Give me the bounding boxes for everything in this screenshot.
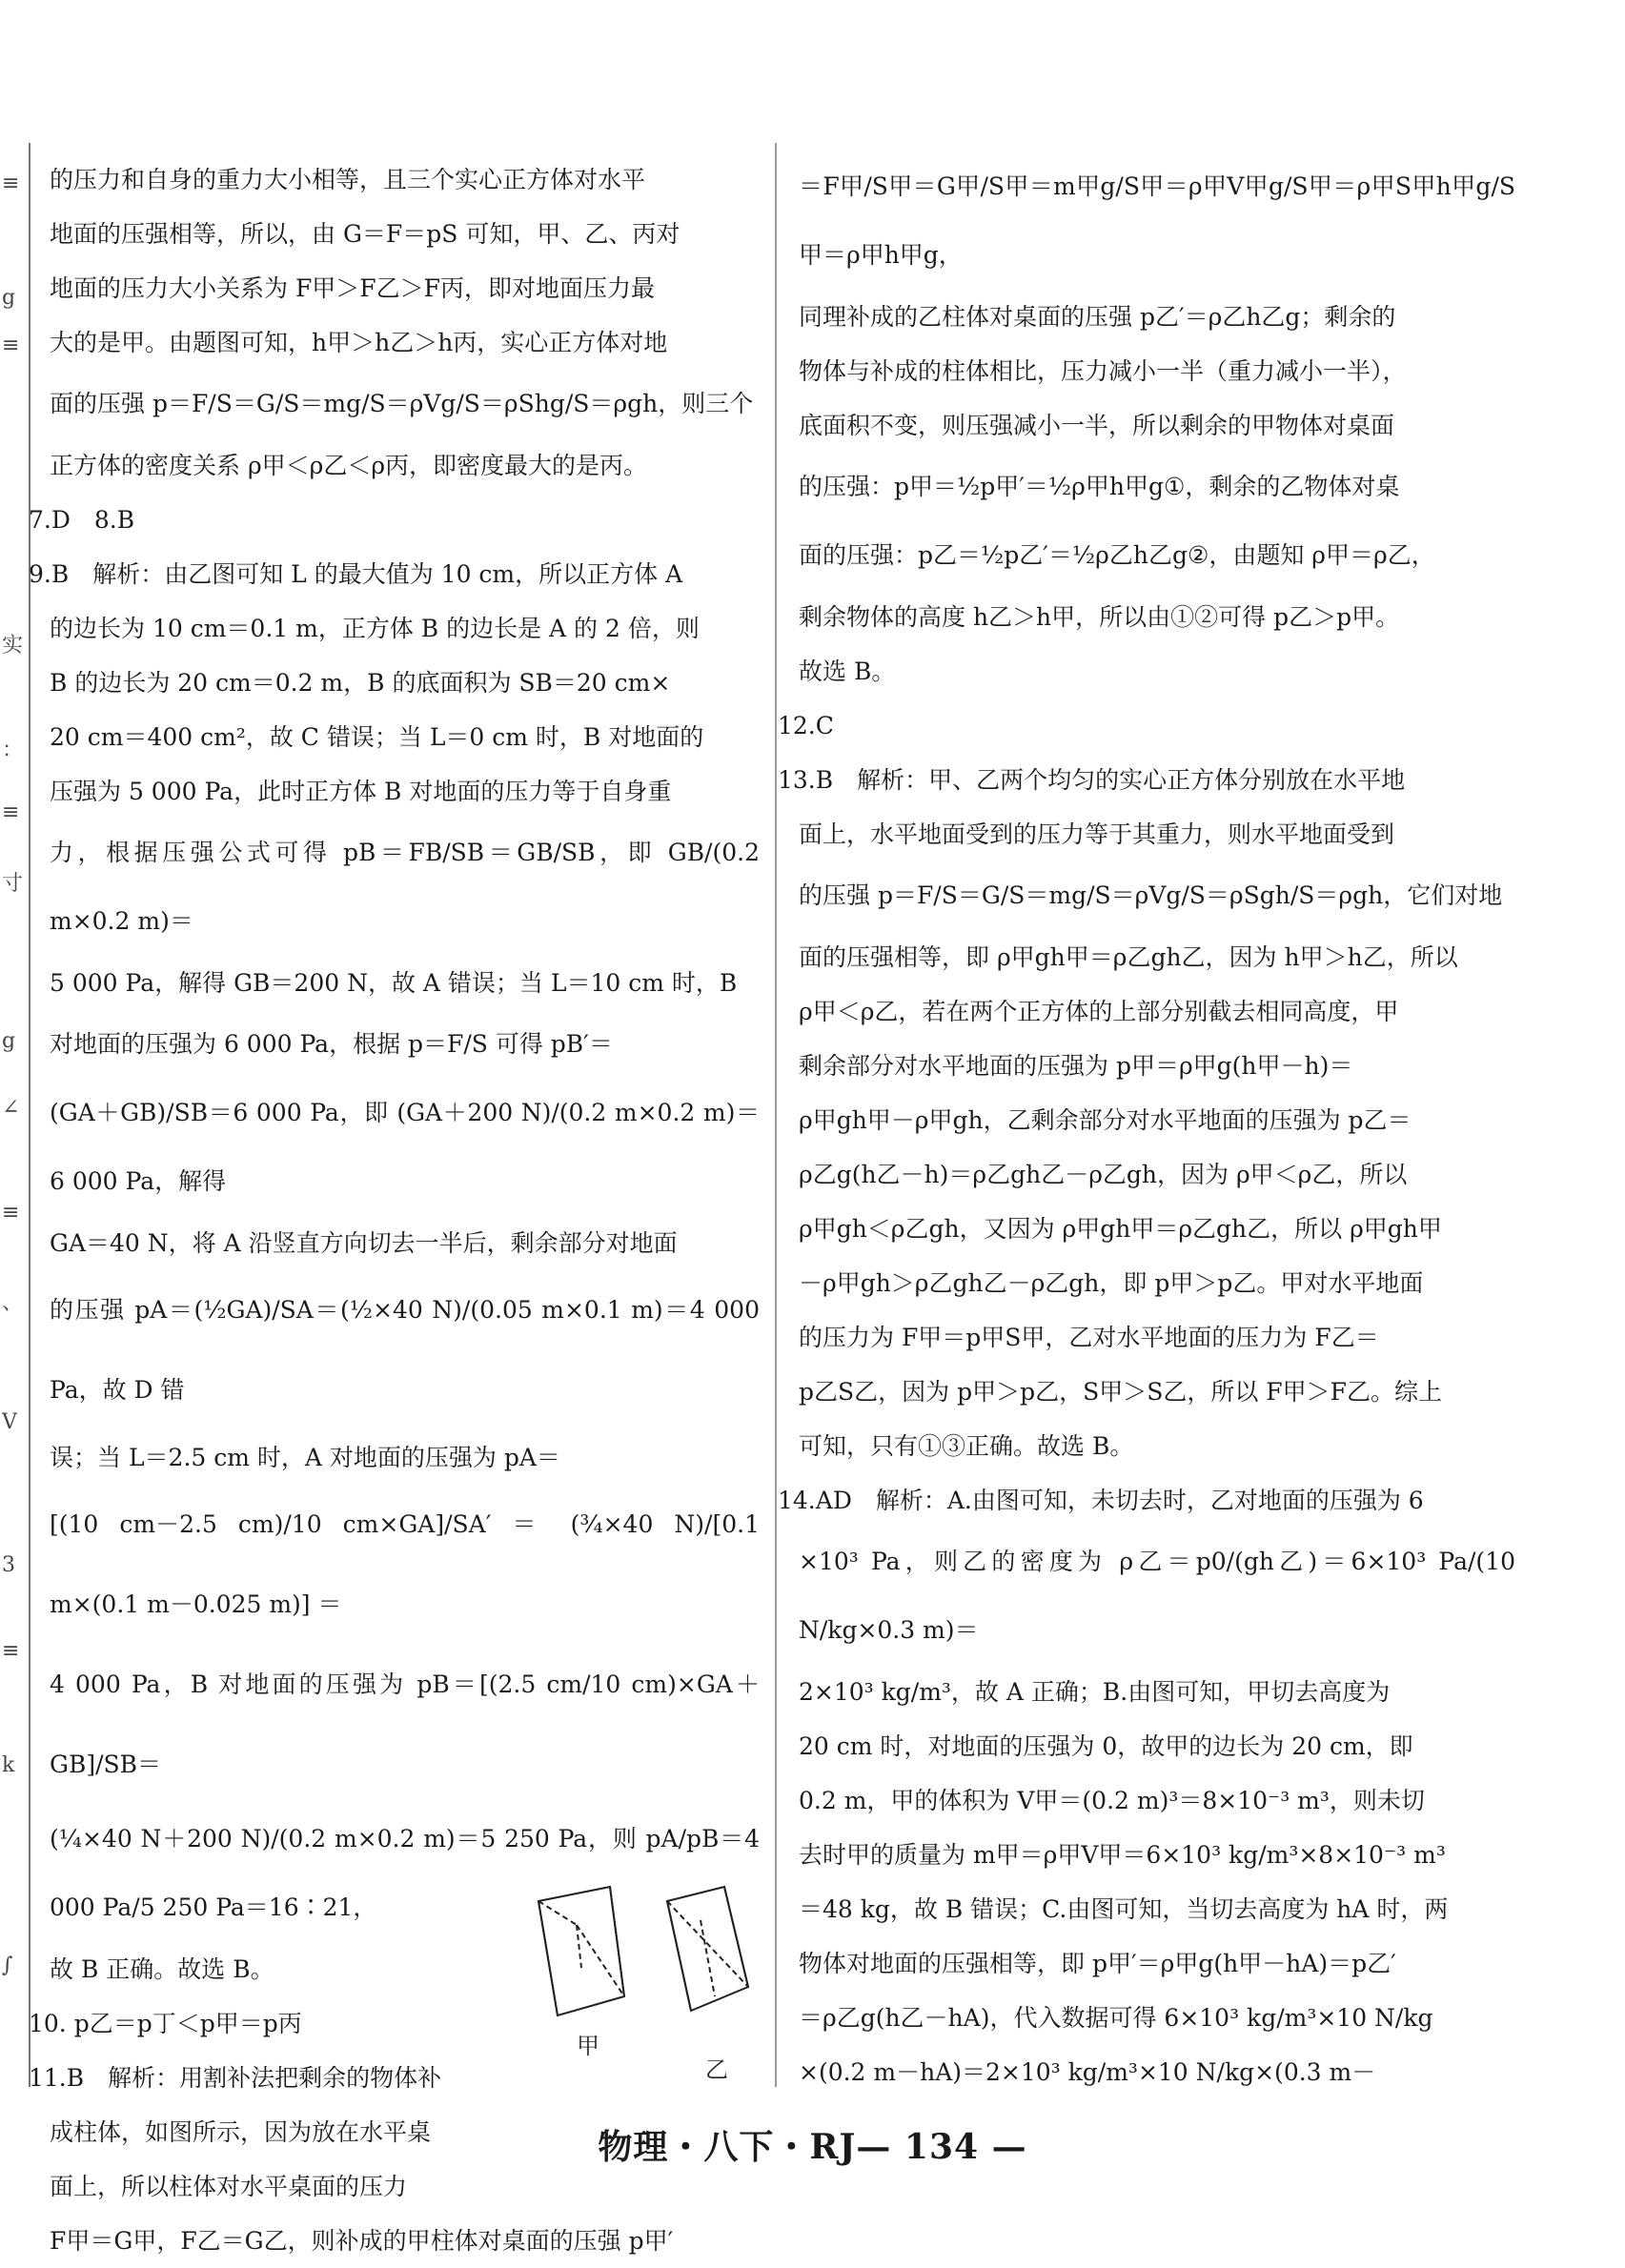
- text-line: 物体对地面的压强相等，即 p甲′＝ρ甲g(h甲－hA)＝p乙′: [799, 1950, 1396, 1977]
- text-line: ρ乙g(h乙－h)＝ρ乙gh乙－ρ乙gh，因为 ρ甲＜ρ乙，所以: [799, 1161, 1408, 1188]
- edge-mark: 、: [2, 1291, 24, 1315]
- text-line: p乙S乙，因为 p甲＞p乙，S甲＞S乙，所以 F甲＞F乙。综上: [799, 1378, 1442, 1406]
- text-line: 底面积不变，则压强减小一半，所以剩余的甲物体对桌面: [799, 412, 1395, 439]
- text-line: 面的压强相等，即 ρ甲gh甲＝ρ乙gh乙，因为 h甲＞h乙，所以: [799, 943, 1458, 971]
- text-line: 可知，只有①③正确。故选 B。: [799, 1432, 1134, 1460]
- edge-mark: 实: [2, 634, 24, 658]
- edge-mark: ≡: [2, 800, 20, 824]
- text-line: 去时甲的质量为 m甲＝ρ甲V甲＝6×10³ kg/m³×8×10⁻³ m³: [799, 1841, 1446, 1869]
- edge-mark: V: [2, 1410, 17, 1434]
- text-line: 的压强 p＝F/S＝G/S＝mg/S＝ρVg/S＝ρSgh/S＝ρgh，它们对地: [799, 881, 1503, 909]
- answer-10: 10. p乙＝p丁＜p甲＝p丙: [29, 2010, 302, 2037]
- text-line: 成柱体，如图所示，因为放在水平桌: [50, 2118, 432, 2146]
- text-line: 4 000 Pa，B 对地面的压强为 pB＝[(2.5 cm/10 cm)×GA＋GB]/SB＝: [50, 1671, 760, 1778]
- answer-9: 9.B 解析：由乙图可知 L 的最大值为 10 cm，所以正方体 A: [29, 560, 683, 588]
- text-line: 地面的压力大小关系为 F甲＞F乙＞F丙，即对地面压力最: [50, 274, 655, 302]
- page-footer: [0, 2120, 1625, 2169]
- edge-mark: ：: [2, 739, 24, 762]
- text-line: 对地面的压强为 6 000 Pa，根据 p＝F/S 可得 pB′＝: [50, 1030, 613, 1058]
- text-line: 20 cm 时，对地面的压强为 0，故甲的边长为 20 cm，即: [799, 1732, 1413, 1760]
- text-line: ＝48 kg，故 B 错误；C.由图可知，当切去高度为 hA 时，两: [799, 1895, 1449, 1923]
- text-line: (¼×40 N＋200 N)/(0.2 m×0.2 m)＝5 250 Pa，则 pA/pB＝4 000 Pa/5 250 Pa＝16∶21，: [50, 1825, 760, 1921]
- figure-label-jia: 甲: [577, 2033, 599, 2059]
- edge-mark: 寸: [2, 872, 24, 896]
- text-line: ＝F甲/S甲＝G甲/S甲＝m甲g/S甲＝ρ甲V甲g/S甲＝ρ甲S甲h甲g/S甲＝ρ甲h甲g，: [799, 172, 1515, 269]
- answer-12: 12.C: [778, 712, 834, 739]
- text-line: ρ甲gh＜ρ乙gh，又因为 ρ甲gh甲＝ρ乙gh乙，所以 ρ甲gh甲: [799, 1215, 1442, 1243]
- edge-mark: 3: [2, 1553, 15, 1577]
- edge-mark: ≡: [2, 334, 20, 357]
- text-line: 面的压强：p乙＝½p乙′＝½ρ乙h乙g②，由题知 ρ甲＝ρ乙，: [799, 541, 1435, 569]
- right-column: [778, 152, 1515, 2099]
- text-line: 面的压强 p＝F/S＝G/S＝mg/S＝ρVg/S＝ρShg/S＝ρgh，则三个: [50, 390, 754, 417]
- text-line: ×(0.2 m－hA)＝2×10³ kg/m³×10 N/kg×(0.3 m－: [799, 2058, 1376, 2086]
- text-line: 2×10³ kg/m³，故 A 正确；B.由图可知，甲切去高度为: [799, 1678, 1391, 1706]
- answer-7-8: 7.D 8.B: [29, 506, 135, 534]
- text-line: 的压力和自身的重力大小相等，且三个实心正方体对水平: [50, 166, 646, 193]
- footer-text: 物理・八下・RJ— 134 —: [598, 2127, 1027, 2167]
- text-line: 面上，所以柱体对水平桌面的压力: [50, 2173, 408, 2200]
- text-line: 故 B 正确。故选 B。: [50, 1955, 274, 1983]
- text-line: ρ甲gh甲－ρ甲gh，乙剩余部分对水平地面的压强为 p乙＝: [799, 1106, 1412, 1134]
- text-line: 0.2 m，甲的体积为 V甲＝(0.2 m)³＝8×10⁻³ m³，则未切: [799, 1787, 1425, 1814]
- column-divider: [775, 143, 777, 2087]
- edge-mark: g: [2, 286, 16, 310]
- answer-13: 13.B 解析：甲、乙两个均匀的实心正方体分别放在水平地: [778, 766, 1406, 794]
- text-line: 力，根据压强公式可得 pB＝FB/SB＝GB/SB，即 GB/(0.2 m×0.2 m)＝: [50, 839, 760, 935]
- text-line: 误；当 L＝2.5 cm 时，A 对地面的压强为 pA＝: [50, 1444, 560, 1471]
- text-line: 20 cm＝400 cm²，故 C 错误；当 L＝0 cm 时，B 对地面的: [50, 723, 704, 751]
- text-line: 的压强 pA＝(½GA)/SA＝(½×40 N)/(0.05 m×0.1 m)＝4 000 Pa，故 D 错: [50, 1296, 760, 1404]
- text-line: GA＝40 N，将 A 沿竖直方向切去一半后，剩余部分对地面: [50, 1229, 678, 1257]
- edge-mark: k: [2, 1753, 15, 1777]
- text-line: ＝ρ乙g(h乙－hA)，代入数据可得 6×10³ kg/m³×10 N/kg: [799, 2004, 1433, 2032]
- text-line: 故选 B。: [799, 658, 896, 685]
- text-line: 面上，水平地面受到的压力等于其重力，则水平地面受到: [799, 820, 1395, 848]
- text-line: B 的边长为 20 cm＝0.2 m，B 的底面积为 SB＝20 cm×: [50, 669, 671, 697]
- answer-11: 11.B 解析：用割补法把剩余的物体补: [29, 2064, 442, 2092]
- text-line: 5 000 Pa，解得 GB＝200 N，故 A 错误；当 L＝10 cm 时，B: [50, 969, 738, 997]
- text-line: 正方体的密度关系 ρ甲＜ρ乙＜ρ丙，即密度最大的是丙。: [50, 452, 648, 479]
- text-line: 压强为 5 000 Pa，此时正方体 B 对地面的压力等于自身重: [50, 778, 672, 805]
- text-line: ×10³ Pa，则乙的密度为 ρ乙＝p0/(gh乙)＝6×10³ Pa/(10 N/kg×0.3 m)＝: [799, 1548, 1515, 1644]
- edge-mark: ∫: [2, 1954, 13, 1977]
- figure-label-yi: 乙: [705, 2056, 728, 2082]
- edge-mark: ∠: [2, 1096, 20, 1120]
- text-line: F甲＝G甲，F乙＝G乙，则补成的甲柱体对桌面的压强 p甲′: [50, 2227, 674, 2255]
- edge-mark: ≡: [2, 172, 20, 195]
- text-line: ρ甲＜ρ乙，若在两个正方体的上部分别截去相同高度，甲: [799, 998, 1399, 1025]
- text-line: [(10 cm－2.5 cm)/10 cm×GA]/SA′ ＝ (¾×40 N)/[0.1 m×(0.1 m－0.025 m)] ＝: [50, 1510, 760, 1618]
- edge-mark: g: [2, 1029, 16, 1053]
- text-line: 的压力为 F甲＝p甲S甲，乙对水平地面的压力为 F乙＝: [799, 1324, 1379, 1351]
- text-line: 地面的压强相等，所以，由 G＝F＝pS 可知，甲、乙、丙对: [50, 220, 680, 248]
- text-line: 大的是甲。由题图可知，h甲＞h乙＞h丙，实心正方体对地: [50, 329, 668, 356]
- text-line: 剩余物体的高度 h乙＞h甲，所以由①②可得 p乙＞p甲。: [799, 603, 1400, 631]
- cut-prism-figure: [519, 1882, 767, 2082]
- text-line: (GA＋GB)/SB＝6 000 Pa，即 (GA＋200 N)/(0.2 m×0.2 m)＝6 000 Pa，解得: [50, 1099, 760, 1195]
- text-line: 同理补成的乙柱体对桌面的压强 p乙′＝ρ乙h乙g；剩余的: [799, 303, 1396, 331]
- text-line: 物体与补成的柱体相比，压力减小一半（重力减小一半），: [799, 357, 1407, 385]
- left-edge-marks: [0, 143, 24, 2030]
- edge-mark: ≡: [2, 1639, 20, 1663]
- text-line: 剩余部分对水平地面的压强为 p甲＝ρ甲g(h甲－h)＝: [799, 1052, 1353, 1080]
- text-line: －ρ甲gh＞ρ乙gh乙－ρ乙gh，即 p甲＞p乙。甲对水平地面: [799, 1269, 1424, 1297]
- left-margin-rule: [29, 143, 30, 2087]
- text-line: 的压强：p甲＝½p甲′＝½ρ甲h甲g①，剩余的乙物体对桌: [799, 473, 1400, 500]
- text-line: 的边长为 10 cm＝0.1 m，正方体 B 的边长是 A 的 2 倍，则: [50, 615, 700, 642]
- answer-14: 14.AD 解析：A.由图可知，未切去时，乙对地面的压强为 6: [778, 1487, 1424, 1514]
- edge-mark: ≡: [2, 1201, 20, 1225]
